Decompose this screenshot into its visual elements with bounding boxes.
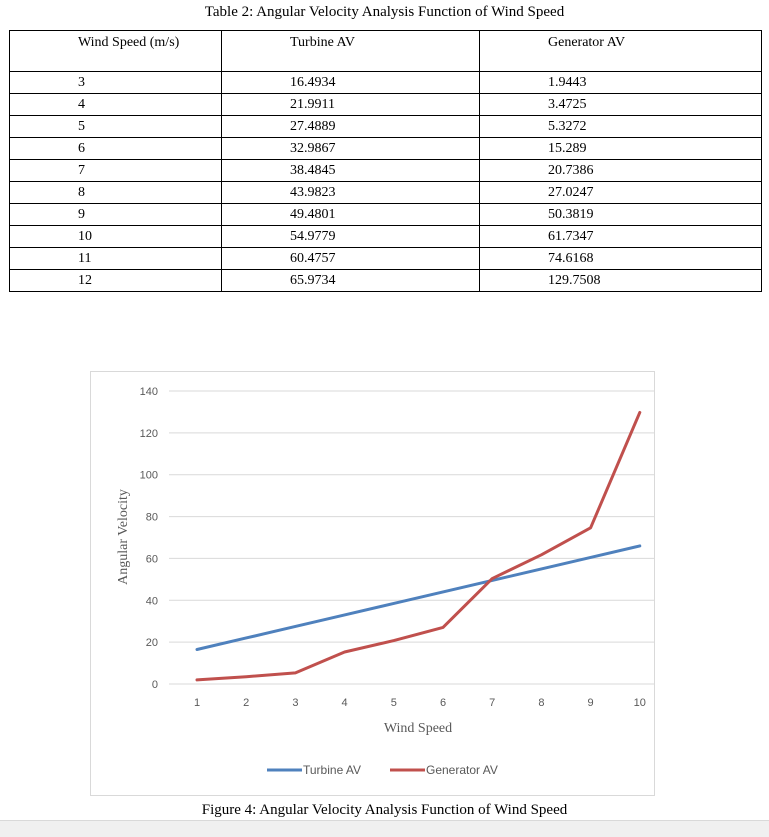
cell-generator-av: 129.7508 — [480, 270, 762, 292]
cell-turbine-av: 65.9734 — [222, 270, 480, 292]
cell-generator-av: 3.4725 — [480, 94, 762, 116]
cell-wind-speed: 11 — [10, 248, 222, 270]
cell-wind-speed: 9 — [10, 204, 222, 226]
cell-generator-av: 50.3819 — [480, 204, 762, 226]
x-tick-label: 2 — [243, 697, 249, 709]
table-row — [10, 226, 762, 248]
cell-turbine-av: 27.4889 — [222, 116, 480, 138]
cell-generator-av: 1.9443 — [480, 72, 762, 94]
cell-turbine-av: 60.4757 — [222, 248, 480, 270]
cell-generator-av: 15.289 — [480, 138, 762, 160]
cell-turbine-av: 54.9779 — [222, 226, 480, 248]
column-header-generator-av: Generator AV — [480, 31, 762, 72]
page-bottom-strip — [0, 820, 769, 837]
chart-area — [90, 371, 655, 796]
figure-caption: Figure 4: Angular Velocity Analysis Function of Wind Speed — [0, 800, 769, 820]
cell-wind-speed: 7 — [10, 160, 222, 182]
x-tick-label: 6 — [440, 697, 446, 709]
table-row — [10, 138, 762, 160]
y-tick-label: 20 — [146, 637, 158, 649]
column-header-turbine-av: Turbine AV — [222, 31, 480, 72]
x-tick-label: 8 — [538, 697, 544, 709]
table-row — [10, 270, 762, 292]
x-axis-title: Wind Speed — [384, 721, 452, 736]
cell-turbine-av: 49.4801 — [222, 204, 480, 226]
cell-wind-speed: 6 — [10, 138, 222, 160]
cell-generator-av: 20.7386 — [480, 160, 762, 182]
x-tick-label: 5 — [391, 697, 397, 709]
table-row — [10, 182, 762, 204]
cell-wind-speed: 4 — [10, 94, 222, 116]
x-tick-label: 9 — [588, 697, 594, 709]
cell-generator-av: 27.0247 — [480, 182, 762, 204]
series-line-generator-av — [197, 412, 640, 679]
cell-turbine-av: 38.4845 — [222, 160, 480, 182]
y-tick-label: 40 — [146, 595, 158, 607]
cell-wind-speed: 12 — [10, 270, 222, 292]
cell-generator-av: 5.3272 — [480, 116, 762, 138]
data-table — [9, 30, 762, 292]
table-row — [10, 204, 762, 226]
line-chart — [91, 372, 654, 795]
x-tick-label: 3 — [292, 697, 298, 709]
x-tick-label: 10 — [634, 697, 646, 709]
y-tick-label: 100 — [140, 470, 158, 482]
legend-label-generator-av: Generator AV — [426, 763, 498, 777]
table-row — [10, 94, 762, 116]
x-tick-label: 7 — [489, 697, 495, 709]
cell-wind-speed: 10 — [10, 226, 222, 248]
cell-wind-speed: 8 — [10, 182, 222, 204]
x-tick-label: 1 — [194, 697, 200, 709]
y-tick-label: 60 — [146, 553, 158, 565]
column-header-wind-speed: Wind Speed (m/s) — [10, 31, 222, 72]
cell-turbine-av: 43.9823 — [222, 182, 480, 204]
cell-wind-speed: 5 — [10, 116, 222, 138]
cell-generator-av: 61.7347 — [480, 226, 762, 248]
table-header-row — [10, 31, 762, 72]
table-row — [10, 248, 762, 270]
table-caption: Table 2: Angular Velocity Analysis Function of Wind Speed — [0, 2, 769, 22]
cell-turbine-av: 16.4934 — [222, 72, 480, 94]
table-row — [10, 160, 762, 182]
y-tick-label: 140 — [140, 386, 158, 398]
cell-turbine-av: 32.9867 — [222, 138, 480, 160]
legend-label-turbine-av: Turbine AV — [303, 763, 361, 777]
y-axis-title: Angular Velocity — [116, 489, 131, 585]
cell-turbine-av: 21.9911 — [222, 94, 480, 116]
cell-wind-speed: 3 — [10, 72, 222, 94]
table-row — [10, 72, 762, 94]
y-tick-label: 120 — [140, 428, 158, 440]
table-row — [10, 116, 762, 138]
y-tick-label: 80 — [146, 512, 158, 524]
y-tick-label: 0 — [152, 679, 158, 691]
x-tick-label: 4 — [342, 697, 348, 709]
cell-generator-av: 74.6168 — [480, 248, 762, 270]
